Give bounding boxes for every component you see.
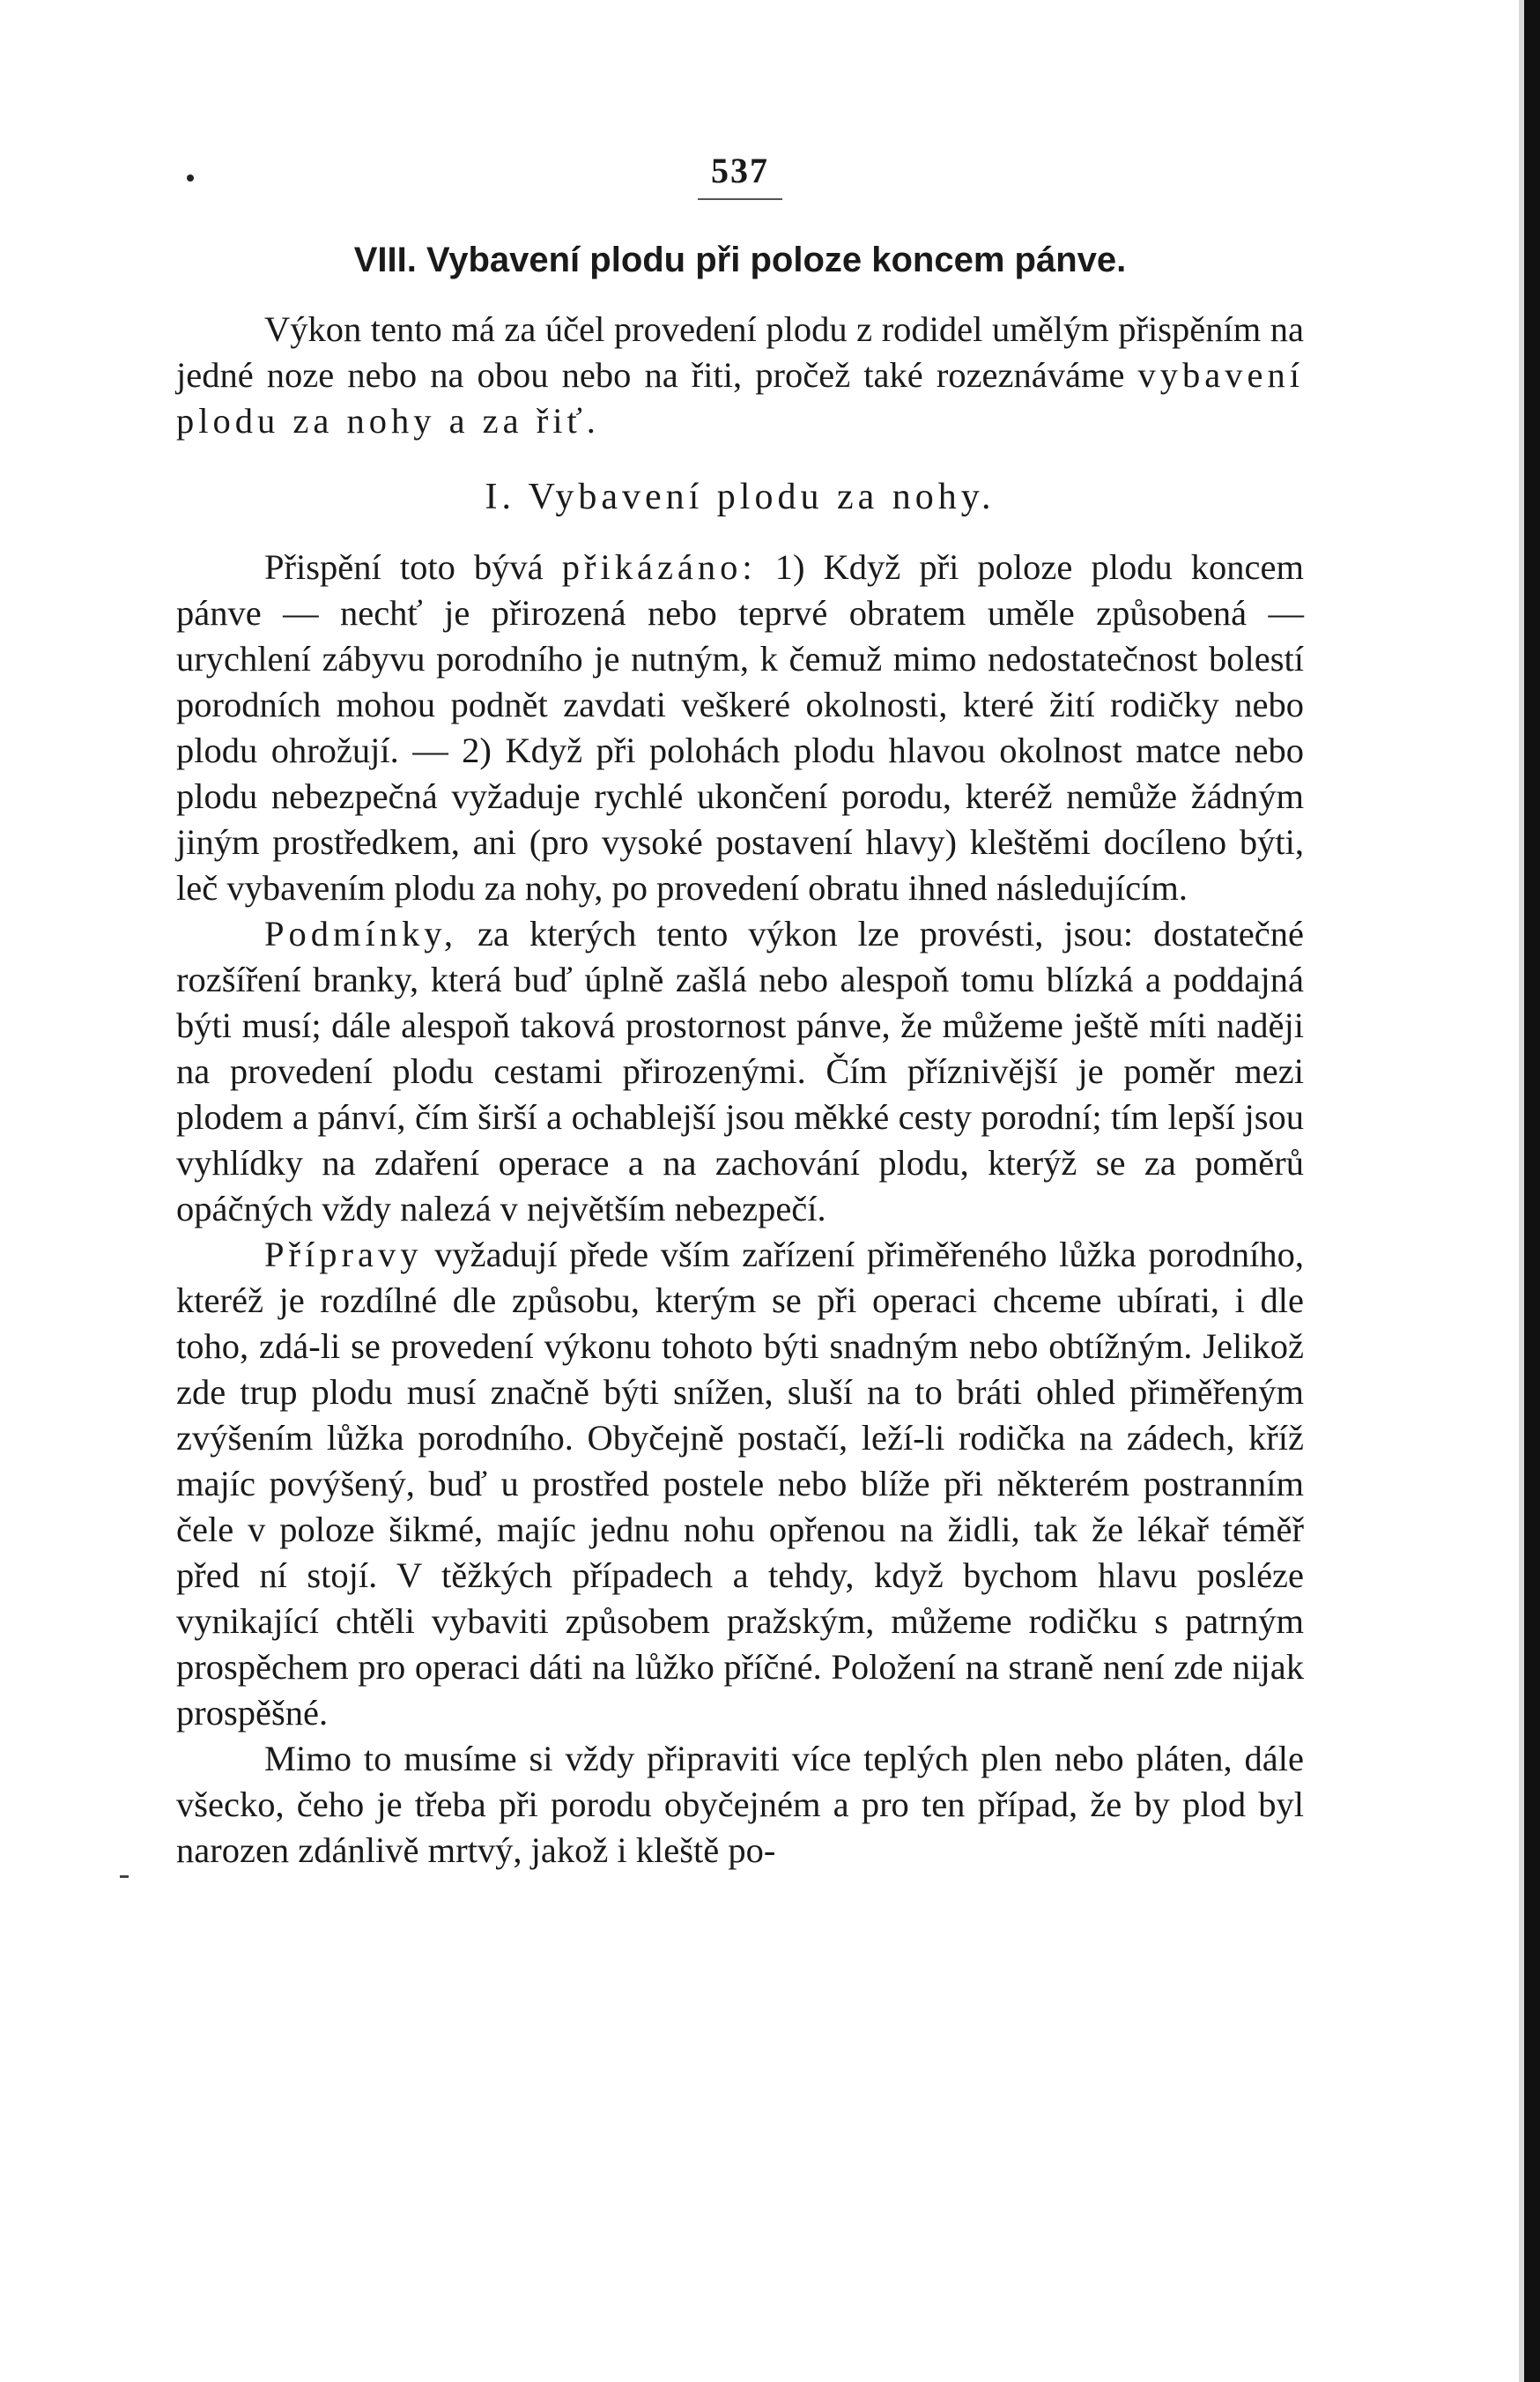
scan-edge [1524, 0, 1540, 2382]
chapter-heading: VIII. Vybavení plodu při poloze koncem pánve. [353, 241, 1127, 279]
paragraph-conditions [176, 911, 1304, 1232]
page-number-rule [698, 198, 782, 200]
intro-text: Výkon tento má za účel provedení plodu z rodidel umělým přispěním na jedné noze nebo na obou nebo na řiti, pročež také rozeznáváme [176, 309, 1304, 395]
page-number: 537 [711, 151, 769, 190]
preparations-body: vyžadují přede vším zařízení přiměřeného lůžka porodního, kteréž je rozdílné dle způsobu, kterým se při operaci chceme ubírati, i dle toho, zdá-li se provedení výkonu tohoto býti snadným nebo obtížným. Jelikož zde trup plodu musí značně býti snížen, sluší na to bráti ohled přiměřeným zvýšením lůžka porodního. Obyčejně postačí, leží-li rodička na zádech, kříž majíc povýšený, buď u prostřed postele nebo blíže při některém postranním čele v poloze šikmé, majíc jednu nohu opřenou na židli, tak že lékař téměř před ní stojí. V těžkých případech a tehdy, když bychom hlavu posléze vynikající chtěli vybaviti způsobem pražským, můžeme rodičku s patrným prospěchem pro operaci dáti na lůžko příčné. Položení na straně není zde nijak prospěšné. [176, 1235, 1304, 1733]
conditions-body: za kterých tento výkon lze provésti, jsou: dostatečné rozšíření branky, která buď úplně zašlá nebo alespoň tomu blízká a poddajná býti musí; dále alespoň taková prostornost pánve, že můžeme ještě míti naději na provedení plodu cestami přirozenými. Čím příznivější je poměr mezi plodem a pánví, čím širší a ochablejší jsou měkké cesty porodní; tím lepší jsou vyhlídky na zdaření operace a na zachování plodu, kterýž se za poměrů opáčných vždy nalezá v největším nebezpečí. [176, 914, 1304, 1228]
preparations-keyword: Přípravy [264, 1235, 423, 1274]
document-page [176, 150, 1304, 1874]
indications-lead: Přispění toto bývá [264, 547, 562, 587]
indications-keyword: přikázáno: [561, 547, 757, 587]
intro-paragraph [176, 307, 1304, 444]
paragraph-indications [176, 545, 1304, 911]
paragraph-supplies: Mimo to musíme si vždy připraviti více teplých plen nebo pláten, dále všecko, čeho je třeba při porodu obyčejném a pro ten případ, že by plod byl narozen zdánlivě mrtvý, jakož i kleště po- [176, 1739, 1304, 1870]
section-heading: I. Vybavení plodu za nohy. [485, 477, 996, 517]
intro-spaced-text: vybavení plodu za nohy a za řiť. [176, 355, 1304, 441]
indications-body: 1) Když při poloze plodu koncem pánve — nechť je přirozená nebo teprvé obratem uměle způsobená — urychlení zábyvu porodního je nutným, k čemuž mimo nedostatečnost bolestí porodních mohou podnět zavdati veškeré okolnosti, které žití rodičky nebo plodu ohrožují. — 2) Když při polohách plodu hlavou okolnost matce nebo plodu nebezpečná vyžaduje rychlé ukončení porodu, kteréž nemůže žádným jiným prostředkem, ani (pro vysoké postavení hlavy) kleštěmi docíleno býti, leč vybavením plodu za nohy, po provedení obratu ihned následujícím. [176, 547, 1305, 908]
margin-mark [120, 1875, 129, 1878]
paragraph-preparations [176, 1232, 1304, 1736]
conditions-keyword: Podmínky, [264, 914, 458, 954]
